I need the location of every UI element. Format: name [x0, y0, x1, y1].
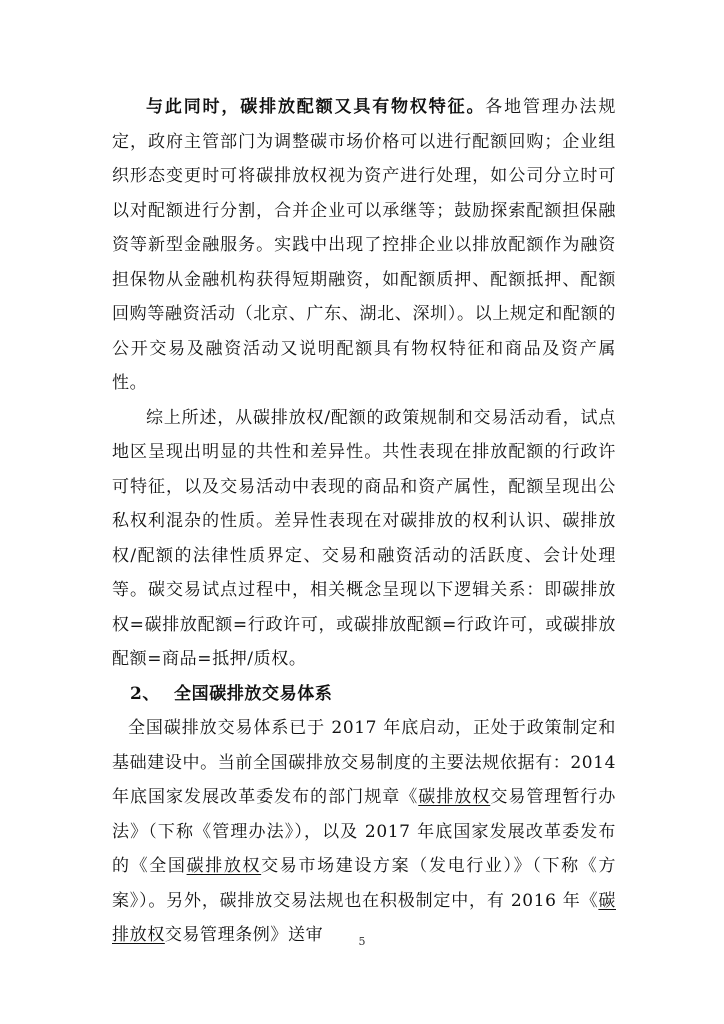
section-heading — [112, 677, 616, 712]
section-number: 2、 — [130, 683, 161, 704]
paragraph-text: 交易管理条例》送审 — [164, 925, 324, 945]
paragraph-text: 交易市场建设方案（发电行业）》（下称《方案》）。另外，碳排放交易法规也在积极制定中，有 2016 年《 — [112, 856, 616, 911]
paragraph-summary — [112, 401, 616, 677]
paragraph-text: 综上所述，从碳排放权/配额的政策规制和交易活动看，试点地区呈现出明显的共性和差异性。共性表现在排放配额的行政许可特征，以及交易活动中表现的商品和资产属性，配额呈现出公私权利混杂的性质。差异性表现在对碳排放的权利认识、碳排放权/配额的法律性质界定、交易和融资活动的活跃度、会计处理等。碳交易试点过程中，相关概念呈现以下逻辑关系：即碳排放权=碳排放配额=行政许可，或碳排放配额=行政许可，或碳排放配额=商品=抵押/质权。 — [112, 407, 616, 669]
paragraph-property-rights — [112, 90, 616, 401]
section-title: 全国碳排放交易体系 — [174, 683, 333, 704]
paragraph-lead: 与此同时，碳排放配额又具有物权特征。 — [146, 97, 486, 117]
paragraph-text: 交易管理暂行办法》（下称《管理办法》），以及 2017 年底国家发展改革委发布的《全国 — [112, 787, 616, 876]
underlined-term: 碳排放权 — [186, 856, 262, 876]
document-body — [112, 90, 616, 953]
page-number: 5 — [358, 935, 366, 948]
underlined-term: 碳排放权 — [418, 787, 491, 807]
paragraph-national-ets — [112, 711, 616, 953]
paragraph-text: 全国碳排放交易体系已于 2017 年底启动，正处于政策制定和基础建设中。当前全国碳排放交易制度的主要法规依据有：2014 年底国家发展改革委发布的部门规章《 — [112, 718, 616, 807]
underlined-term: 碳排放权 — [112, 890, 616, 945]
paragraph-text: 各地管理办法规定，政府主管部门为调整碳市场价格可以进行配额回购；企业组织形态变更时可将碳排放权视为资产进行处理，如公司分立时可以对配额进行分割，合并企业可以承继等；鼓励探索配额担保融资等新型金融服务。实践中出现了控排企业以排放配额作为融资担保物从金融机构获得短期融资，如配额质押、配额抵押、配额回购等融资活动（北京、广东、湖北、深圳）。以上规定和配额的公开交易及融资活动又说明配额具有物权特征和商品及资产属性。 — [112, 97, 616, 393]
